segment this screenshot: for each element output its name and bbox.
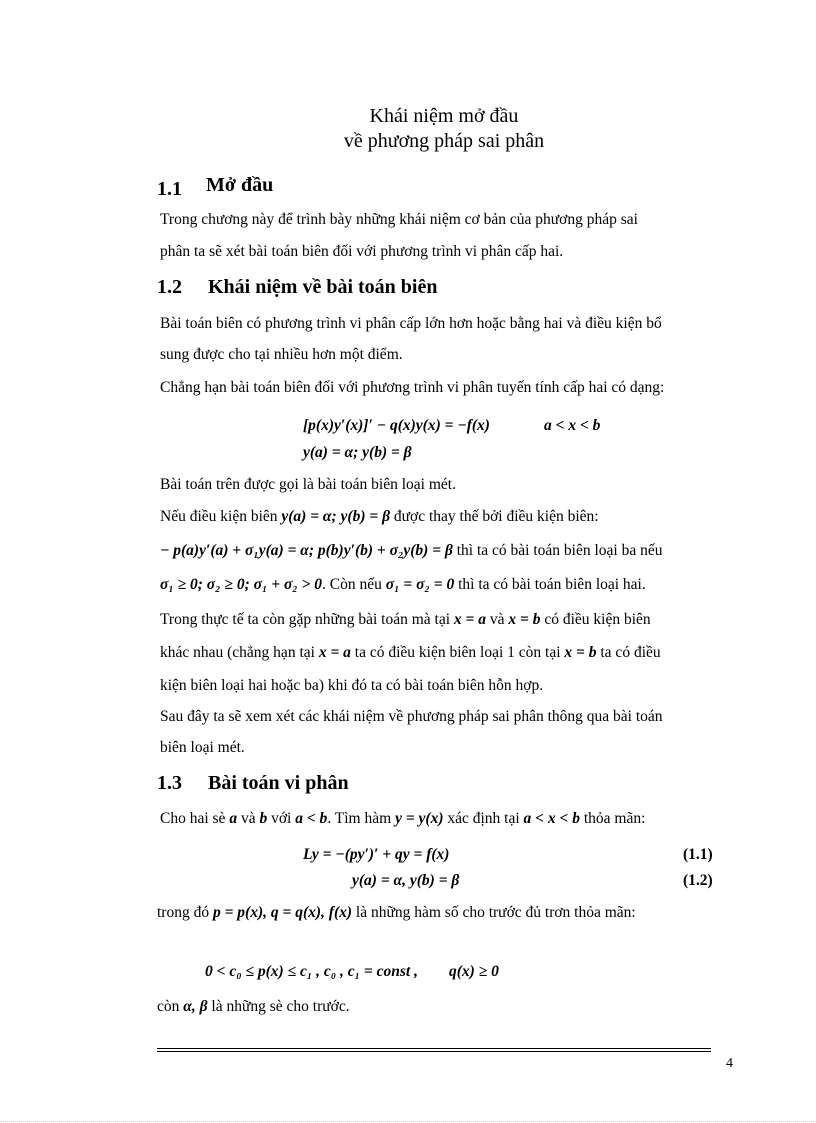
equation-main-domain: a < x < b [544, 417, 601, 434]
robin-condition-math: − p(a)y′(a) + σ₁y(a) = α; p(b)y′(b) + σ₂y(b) = β [160, 542, 453, 559]
if-condition-math: y(a) = α; y(b) = β [281, 508, 391, 525]
given-mid-2: với [267, 810, 296, 827]
where-math: p = p(x), q = q(x), f(x) [212, 904, 353, 921]
equation-1-1: Ly = −(py′)′ + qy = f(x) [303, 846, 450, 863]
mixed-l2-math-1: x = a [318, 644, 351, 661]
mixed-l1-math-1: x = a [453, 611, 486, 628]
equation-1-2-label: (1.2) [683, 872, 713, 889]
document-title-line-2: về phương pháp sai phân [343, 130, 545, 152]
mixed-l2-post: ta có điều [596, 644, 661, 661]
given-math-a: a [229, 810, 238, 827]
given-mid-4: xác định tại [443, 810, 524, 827]
mixed-l1-mid: và [485, 611, 509, 628]
where-pre: trong đó [157, 904, 213, 921]
sigma-condition-mid: . Còn nếu [322, 576, 386, 593]
footer-rule-bottom [157, 1051, 711, 1052]
mixed-paragraph-line-2 [160, 644, 661, 662]
equation-1-2: y(a) = α, y(b) = β [352, 872, 460, 889]
if-condition-pre: Nếu điều kiện biên [160, 508, 282, 525]
given-math-b: b [259, 810, 268, 827]
mixed-l2-pre: khác nhau (chẳng hạn tại [160, 644, 319, 661]
mixed-l1-pre: Trong thực tế ta còn gặp những bài toán mà tại [160, 611, 454, 628]
robin-condition-post: thì ta có bài toán biên loại ba nếu [452, 542, 663, 559]
if-condition-post: được thay thế bởi điều kiện biên: [390, 508, 599, 525]
section-1-2-title: Khái niệm về bài toán biên [208, 276, 438, 298]
last-post: là những sè cho trước. [207, 998, 350, 1015]
given-math-y: y = y(x) [395, 810, 444, 827]
section-1-2-number: 1.2 [157, 276, 182, 298]
next-paragraph-line-2: biên loại mét. [160, 739, 245, 756]
equation-main-line-2: y(a) = α; y(b) = β [303, 444, 412, 461]
mixed-l2-math-2: x = b [564, 644, 597, 661]
page-number: 4 [726, 1056, 733, 1071]
where-post: là những hàm số cho trước đủ trơn thỏa mãn: [352, 904, 636, 921]
last-pre: còn [157, 998, 184, 1015]
bvp-paragraph-line-3: Chẳng hạn bài toán biên đối với phương trình vi phân tuyến tính cấp hai có dạng: [160, 379, 665, 396]
equation-1-1-label: (1.1) [683, 846, 713, 863]
equation-q-nonnegative: q(x) ≥ 0 [449, 963, 499, 980]
section-1-3-number: 1.3 [157, 772, 182, 794]
next-paragraph-line-1: Sau đây ta sẽ xem xét các khái niệm về phương pháp sai phân thông qua bài toán [160, 708, 663, 725]
intro-paragraph-line-2: phân ta sẽ xét bài toán biên đối với phương trình vi phân cấp hai. [160, 243, 564, 260]
equation-main-line-1: [p(x)y′(x)]′ − q(x)y(x) = −f(x) [303, 417, 490, 434]
given-math-a-lt-b: a < b [295, 810, 328, 827]
mixed-l2-mid: ta có điều kiện biên loại 1 còn tại [350, 644, 565, 661]
section-1-1-title: Mở đầu [206, 174, 274, 196]
mixed-paragraph-line-3: kiện biên loại hai hoặc ba) khi đó ta có bài toán biên hỗn hợp. [160, 677, 544, 694]
where-line [157, 904, 636, 922]
sigma-condition-post: thì ta có bài toán biên loại hai. [454, 576, 646, 593]
sigma-condition-line [160, 576, 646, 594]
section-1-3-title: Bài toán vi phân [208, 772, 349, 794]
intro-paragraph-line-1: Trong chương này để trình bày những khái niệm cơ bản của phương pháp sai [160, 211, 638, 228]
robin-condition-line [160, 542, 662, 560]
given-pre: Cho hai sè [160, 810, 230, 827]
given-mid-1: và [237, 810, 260, 827]
sigma-condition-math-2: σ₁ = σ₂ = 0 [385, 576, 455, 593]
mixed-paragraph-line-1 [160, 611, 651, 629]
mixed-l1-post: có điều kiện biên [540, 611, 651, 628]
sigma-condition-math-1: σ₁ ≥ 0; σ₂ ≥ 0; σ₁ + σ₂ > 0 [160, 576, 323, 593]
type1-sentence: Bài toán trên được gọi là bài toán biên loại mét. [160, 476, 456, 493]
page-edge-dotted-line [0, 1121, 816, 1122]
bvp-paragraph-line-1: Bài toán biên có phương trình vi phân cấp lớn hơn hoặc bằng hai và điều kiện bổ [160, 315, 662, 332]
mixed-l1-math-2: x = b [508, 611, 541, 628]
given-post: thỏa mãn: [579, 810, 646, 827]
last-line [157, 998, 350, 1016]
given-line [160, 810, 645, 828]
if-condition-line [160, 508, 599, 526]
footer-rule-top [157, 1048, 711, 1049]
section-1-1-number: 1.1 [157, 178, 182, 200]
given-mid-3: . Tìm hàm [327, 810, 396, 827]
given-math-domain: a < x < b [523, 810, 580, 827]
bvp-paragraph-line-2: sung được cho tại nhiều hơn một điểm. [160, 346, 403, 363]
equation-conditions: 0 < c₀ ≤ p(x) ≤ c₁ , c₀ , c₁ = const , [205, 963, 418, 980]
document-title-line-1: Khái niệm mở đầu [369, 105, 519, 127]
last-math: α, β [183, 998, 208, 1015]
